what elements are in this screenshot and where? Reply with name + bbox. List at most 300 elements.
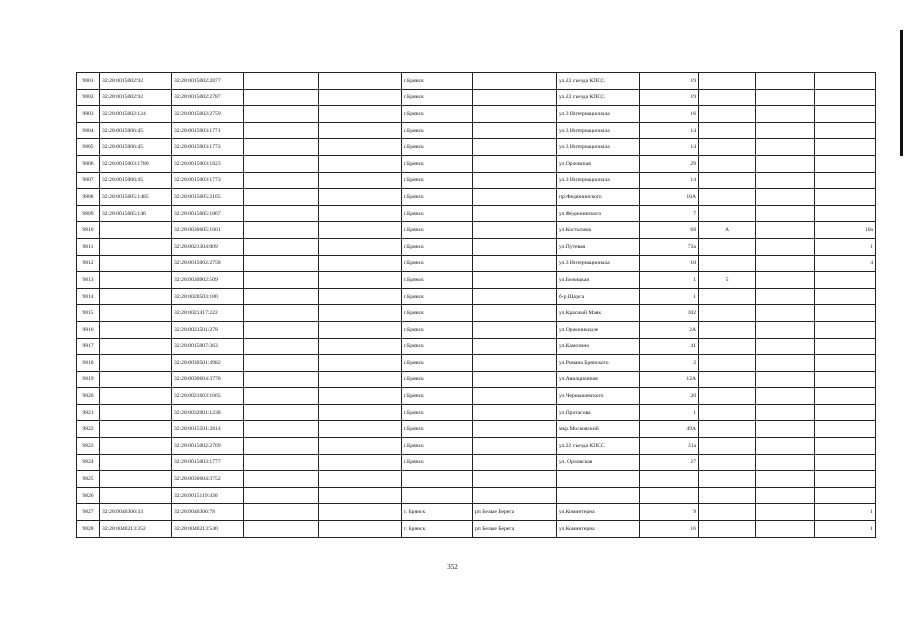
table-row <box>77 338 876 355</box>
cell-column-empty-a <box>244 205 319 222</box>
cell-column-extra <box>756 321 815 338</box>
cell-cadastral-object: 32:28:0021603:1665 <box>172 388 244 405</box>
cell-building-letter <box>699 454 756 471</box>
cell-settlement <box>473 122 557 139</box>
cell-settlement <box>473 238 557 255</box>
cell-column-empty-b <box>319 504 402 521</box>
cell-row-number: 9824 <box>77 454 100 471</box>
cell-street <box>557 471 640 488</box>
cell-apartment <box>815 305 876 322</box>
page-edge-mark <box>900 30 903 156</box>
cell-cadastral-object: 32:28:0015002:2769 <box>172 438 244 455</box>
cell-building-letter <box>699 471 756 488</box>
cell-row-number: 9823 <box>77 438 100 455</box>
cell-apartment <box>815 172 876 189</box>
cell-cadastral-parcel: 32:28:0015006:45 <box>100 122 172 139</box>
cell-city: г.Брянск <box>402 288 473 305</box>
cell-building-letter <box>699 106 756 123</box>
cell-building-letter <box>699 205 756 222</box>
cell-city: г.Брянск <box>402 454 473 471</box>
cell-column-extra <box>756 471 815 488</box>
cell-column-empty-b <box>319 272 402 289</box>
cell-city: г. Брянск <box>402 521 473 538</box>
cell-house-number: 19 <box>640 89 699 106</box>
cell-settlement <box>473 471 557 488</box>
cell-row-number: 9813 <box>77 272 100 289</box>
cell-city: г.Брянск <box>402 355 473 372</box>
table-row <box>77 189 876 206</box>
cell-city: г.Брянск <box>402 172 473 189</box>
cell-house-number: 19 <box>640 73 699 90</box>
cell-column-empty-a <box>244 89 319 106</box>
cell-column-empty-a <box>244 288 319 305</box>
cell-building-letter <box>699 504 756 521</box>
cell-cadastral-object: 32:28:0021417:222 <box>172 305 244 322</box>
cell-settlement <box>473 355 557 372</box>
table-row <box>77 272 876 289</box>
cell-column-empty-b <box>319 421 402 438</box>
cell-cadastral-object: 32:28:0020503:180 <box>172 288 244 305</box>
cell-city: г.Брянск <box>402 388 473 405</box>
cell-column-extra <box>756 487 815 504</box>
cell-house-number: 20 <box>640 388 699 405</box>
cell-building-letter <box>699 255 756 272</box>
cell-building-letter <box>699 487 756 504</box>
table-row <box>77 288 876 305</box>
table-row <box>77 305 876 322</box>
cell-cadastral-parcel <box>100 454 172 471</box>
cell-column-extra <box>756 139 815 156</box>
cell-cadastral-parcel <box>100 305 172 322</box>
table-row <box>77 89 876 106</box>
cell-column-extra <box>756 122 815 139</box>
cell-city: г.Брянск <box>402 155 473 172</box>
cell-column-empty-a <box>244 421 319 438</box>
cell-street: ул.3 Интернационала <box>557 139 640 156</box>
cell-column-empty-a <box>244 321 319 338</box>
cell-cadastral-parcel <box>100 355 172 372</box>
cell-settlement <box>473 421 557 438</box>
cell-apartment <box>815 454 876 471</box>
cell-cadastral-parcel: 32:28:0015005:1485 <box>100 189 172 206</box>
cell-cadastral-object: 32:28:0023501:278 <box>172 321 244 338</box>
cell-house-number: 1 <box>640 272 699 289</box>
cell-settlement <box>473 288 557 305</box>
cell-city: г.Брянск <box>402 205 473 222</box>
cell-cadastral-object: 32:28:0015003:1771 <box>172 122 244 139</box>
cell-city: г.Брянск <box>402 255 473 272</box>
cell-building-letter <box>699 371 756 388</box>
cell-apartment: 1 <box>815 238 876 255</box>
cell-street: б-р.Щорса <box>557 288 640 305</box>
cell-row-number: 9809 <box>77 205 100 222</box>
cell-column-empty-a <box>244 222 319 239</box>
cell-column-empty-b <box>319 106 402 123</box>
cell-column-extra <box>756 89 815 106</box>
cell-house-number: 12А <box>640 371 699 388</box>
cell-building-letter <box>699 388 756 405</box>
cell-column-extra <box>756 421 815 438</box>
cell-building-letter <box>699 238 756 255</box>
cell-apartment <box>815 404 876 421</box>
cell-column-empty-b <box>319 288 402 305</box>
cell-cadastral-parcel <box>100 487 172 504</box>
cell-column-empty-a <box>244 355 319 372</box>
cell-cadastral-parcel <box>100 438 172 455</box>
cell-settlement <box>473 388 557 405</box>
cell-cadastral-object: 32:28:0015002:2759 <box>172 106 244 123</box>
cell-street: ул.Чернышевского <box>557 388 640 405</box>
cell-column-empty-a <box>244 272 319 289</box>
cell-column-empty-b <box>319 73 402 90</box>
cell-apartment: 1 <box>815 504 876 521</box>
cell-street: ул.Коминтерна <box>557 504 640 521</box>
cell-building-letter <box>699 122 756 139</box>
cell-row-number: 9820 <box>77 388 100 405</box>
cell-building-letter <box>699 321 756 338</box>
cell-column-empty-b <box>319 404 402 421</box>
cell-row-number: 9803 <box>77 106 100 123</box>
cell-house-number: 68 <box>640 222 699 239</box>
cell-column-empty-a <box>244 438 319 455</box>
cell-settlement <box>473 338 557 355</box>
cell-city: г.Брянск <box>402 73 473 90</box>
cell-house-number: 1 <box>640 404 699 421</box>
cell-cadastral-object: 32:28:0015119:430 <box>172 487 244 504</box>
cell-column-empty-a <box>244 255 319 272</box>
cell-settlement <box>473 255 557 272</box>
cell-building-letter: 5 <box>699 272 756 289</box>
cell-column-empty-b <box>319 122 402 139</box>
cell-street: ул.Путевая <box>557 238 640 255</box>
table-row <box>77 106 876 123</box>
cell-street: ул.22 съезда КПСС <box>557 89 640 106</box>
cell-column-extra <box>756 504 815 521</box>
table-row <box>77 404 876 421</box>
cell-apartment <box>815 73 876 90</box>
cell-column-extra <box>756 355 815 372</box>
cell-column-extra <box>756 155 815 172</box>
cell-cadastral-object: 32:28:0040213:540 <box>172 521 244 538</box>
cell-column-empty-b <box>319 189 402 206</box>
table-row <box>77 388 876 405</box>
cell-column-empty-a <box>244 172 319 189</box>
cell-column-empty-a <box>244 238 319 255</box>
cell-apartment <box>815 155 876 172</box>
cell-house-number: 16 <box>640 521 699 538</box>
cell-cadastral-parcel <box>100 371 172 388</box>
cell-apartment <box>815 355 876 372</box>
cell-row-number: 9801 <box>77 73 100 90</box>
cell-row-number: 9822 <box>77 421 100 438</box>
cell-cadastral-object: 32:28:0032001:1238 <box>172 404 244 421</box>
cell-column-empty-b <box>319 355 402 372</box>
cell-row-number: 9811 <box>77 238 100 255</box>
cell-cadastral-parcel <box>100 321 172 338</box>
cell-column-empty-b <box>319 338 402 355</box>
cell-cadastral-object: 32:28:0030604:3778 <box>172 371 244 388</box>
cell-building-letter <box>699 521 756 538</box>
cell-apartment <box>815 438 876 455</box>
table-row <box>77 222 876 239</box>
cell-apartment <box>815 122 876 139</box>
cell-cadastral-object: 32:28:0030902:509 <box>172 272 244 289</box>
cell-house-number: 10А <box>640 189 699 206</box>
cell-street: ул.Федюнинского <box>557 205 640 222</box>
cell-city: г.Брянск <box>402 321 473 338</box>
cell-column-empty-a <box>244 155 319 172</box>
cell-settlement <box>473 438 557 455</box>
cell-city: г.Брянск <box>402 222 473 239</box>
cell-apartment: 10а <box>815 222 876 239</box>
cell-house-number <box>640 487 699 504</box>
cell-column-extra <box>756 189 815 206</box>
cell-house-number: 72а <box>640 238 699 255</box>
cell-street: ул.Протасова <box>557 404 640 421</box>
cell-column-empty-b <box>319 205 402 222</box>
cell-street: ул.22 съезда КПСС <box>557 438 640 455</box>
cell-cadastral-object: 32:28:0015003:1773 <box>172 172 244 189</box>
cell-street: ул.Бежицкая <box>557 272 640 289</box>
cell-column-extra <box>756 371 815 388</box>
cell-cadastral-parcel <box>100 255 172 272</box>
cell-row-number: 9821 <box>77 404 100 421</box>
cell-column-empty-a <box>244 521 319 538</box>
cell-cadastral-object: 32:28:0015003:1823 <box>172 155 244 172</box>
table-row <box>77 172 876 189</box>
cell-row-number: 9828 <box>77 521 100 538</box>
table-row <box>77 139 876 156</box>
cell-building-letter <box>699 288 756 305</box>
cell-street: ул.3 Интернационала <box>557 172 640 189</box>
table-row <box>77 355 876 372</box>
cell-city <box>402 471 473 488</box>
cell-apartment <box>815 338 876 355</box>
cell-street: ул.Камозина <box>557 338 640 355</box>
cell-row-number: 9814 <box>77 288 100 305</box>
cell-column-empty-b <box>319 371 402 388</box>
cell-house-number: 14 <box>640 172 699 189</box>
cell-cadastral-parcel <box>100 288 172 305</box>
cell-apartment <box>815 288 876 305</box>
cell-house-number: 2 <box>640 355 699 372</box>
cell-row-number: 9825 <box>77 471 100 488</box>
cell-column-empty-a <box>244 404 319 421</box>
table-row <box>77 155 876 172</box>
cell-house-number: 9 <box>640 504 699 521</box>
cell-street: ул.22 съезда КПСС <box>557 73 640 90</box>
cell-settlement <box>473 222 557 239</box>
cell-cadastral-object: 32:28:0015005:2165 <box>172 189 244 206</box>
cell-settlement <box>473 189 557 206</box>
cell-column-extra <box>756 73 815 90</box>
cell-building-letter: А <box>699 222 756 239</box>
table-row <box>77 438 876 455</box>
cell-cadastral-parcel <box>100 404 172 421</box>
cell-column-empty-a <box>244 305 319 322</box>
cell-city: г.Брянск <box>402 89 473 106</box>
cell-apartment <box>815 189 876 206</box>
cell-street: ул.Коминтерна <box>557 521 640 538</box>
cell-column-empty-a <box>244 106 319 123</box>
cell-building-letter <box>699 338 756 355</box>
cell-street: ул.Красный Маяк <box>557 305 640 322</box>
cell-column-empty-a <box>244 139 319 156</box>
cell-column-empty-b <box>319 521 402 538</box>
cell-cadastral-parcel <box>100 471 172 488</box>
cell-apartment <box>815 471 876 488</box>
cell-building-letter <box>699 438 756 455</box>
cell-column-empty-a <box>244 122 319 139</box>
cell-column-empty-a <box>244 487 319 504</box>
cell-column-empty-a <box>244 189 319 206</box>
table-body <box>77 73 876 538</box>
cell-row-number: 9808 <box>77 189 100 206</box>
cell-house-number: 49А <box>640 421 699 438</box>
cell-city <box>402 487 473 504</box>
cell-row-number: 9818 <box>77 355 100 372</box>
cell-house-number: 27 <box>640 454 699 471</box>
cell-cadastral-parcel: 32:28:0015006:45 <box>100 139 172 156</box>
cell-house-number <box>640 471 699 488</box>
cell-column-empty-a <box>244 388 319 405</box>
cell-cadastral-parcel: 32:28:0015005:146 <box>100 205 172 222</box>
cell-row-number: 9816 <box>77 321 100 338</box>
cell-street <box>557 487 640 504</box>
cell-city: г.Брянск <box>402 338 473 355</box>
cell-cadastral-parcel <box>100 421 172 438</box>
cell-column-extra <box>756 205 815 222</box>
cell-column-empty-a <box>244 504 319 521</box>
cell-column-extra <box>756 305 815 322</box>
cell-column-empty-b <box>319 222 402 239</box>
cell-column-extra <box>756 272 815 289</box>
cell-street: ул.Орловская <box>557 155 640 172</box>
cell-apartment <box>815 89 876 106</box>
table-row <box>77 504 876 521</box>
cell-settlement <box>473 139 557 156</box>
cell-cadastral-object: 32:28:0030604:3752 <box>172 471 244 488</box>
cell-column-empty-b <box>319 255 402 272</box>
cell-column-extra <box>756 521 815 538</box>
cell-column-empty-a <box>244 371 319 388</box>
cell-settlement <box>473 404 557 421</box>
cell-row-number: 9817 <box>77 338 100 355</box>
cell-building-letter <box>699 155 756 172</box>
cell-row-number: 9826 <box>77 487 100 504</box>
cell-cadastral-object: 32:28:0015005:1867 <box>172 205 244 222</box>
cell-column-empty-b <box>319 454 402 471</box>
cell-settlement <box>473 321 557 338</box>
cell-apartment <box>815 106 876 123</box>
cell-street: ул.3 Интернационала <box>557 122 640 139</box>
cell-column-extra <box>756 238 815 255</box>
cell-cadastral-parcel: 32:28:0015002:124 <box>100 106 172 123</box>
cell-house-number: 14 <box>640 139 699 156</box>
cell-city: г.Брянск <box>402 371 473 388</box>
registry-table <box>76 72 876 538</box>
cell-city: г.Брянск <box>402 305 473 322</box>
cell-cadastral-parcel: 32:28:0015002:92 <box>100 73 172 90</box>
cell-cadastral-object: 32:28:0021304:809 <box>172 238 244 255</box>
cell-street: ул.Авиационная <box>557 371 640 388</box>
cell-street: ул.Оржоникидзе <box>557 321 640 338</box>
cell-house-number: 1 <box>640 288 699 305</box>
cell-apartment <box>815 487 876 504</box>
cell-building-letter <box>699 305 756 322</box>
table-row <box>77 521 876 538</box>
cell-city: г.Брянск <box>402 272 473 289</box>
cell-house-number: 10 <box>640 255 699 272</box>
cell-cadastral-object: 32:28:0015003:1777 <box>172 454 244 471</box>
page-number: 352 <box>447 563 458 571</box>
cell-city: г.Брянск <box>402 106 473 123</box>
cell-row-number: 9805 <box>77 139 100 156</box>
cell-row-number: 9804 <box>77 122 100 139</box>
cell-cadastral-object: 32:28:0015003:1772 <box>172 139 244 156</box>
table-row <box>77 73 876 90</box>
cell-house-number: 29 <box>640 155 699 172</box>
cell-column-empty-a <box>244 338 319 355</box>
cell-cadastral-object: 32:28:0015501:2814 <box>172 421 244 438</box>
cell-column-extra <box>756 106 815 123</box>
cell-column-extra <box>756 338 815 355</box>
cell-cadastral-object: 32:28:0015007:363 <box>172 338 244 355</box>
cell-street: ул.Костычева <box>557 222 640 239</box>
cell-column-empty-b <box>319 238 402 255</box>
cell-settlement <box>473 272 557 289</box>
table-row <box>77 238 876 255</box>
cell-cadastral-parcel <box>100 338 172 355</box>
cell-settlement: рп Белые Берега <box>473 504 557 521</box>
cell-cadastral-parcel <box>100 222 172 239</box>
cell-city: г.Брянск <box>402 238 473 255</box>
cell-settlement: рп Белые Берега <box>473 521 557 538</box>
cell-column-empty-b <box>319 305 402 322</box>
cell-cadastral-parcel: 32:28:0015002:92 <box>100 89 172 106</box>
table-row <box>77 122 876 139</box>
cell-city: г.Брянск <box>402 421 473 438</box>
cell-column-empty-a <box>244 471 319 488</box>
cell-building-letter <box>699 421 756 438</box>
cell-street: ул.Романа Брянского <box>557 355 640 372</box>
cell-settlement <box>473 172 557 189</box>
cell-column-empty-a <box>244 73 319 90</box>
cell-building-letter <box>699 404 756 421</box>
cell-column-extra <box>756 172 815 189</box>
cell-building-letter <box>699 89 756 106</box>
cell-column-empty-b <box>319 89 402 106</box>
cell-settlement <box>473 487 557 504</box>
cell-column-empty-a <box>244 454 319 471</box>
cell-city: г.Брянск <box>402 438 473 455</box>
table-row <box>77 471 876 488</box>
cell-city: г. Брянск <box>402 504 473 521</box>
cell-row-number: 9802 <box>77 89 100 106</box>
cell-column-empty-b <box>319 471 402 488</box>
cell-column-empty-b <box>319 155 402 172</box>
cell-house-number: 41 <box>640 338 699 355</box>
table-row <box>77 454 876 471</box>
cell-settlement <box>473 371 557 388</box>
cell-building-letter <box>699 189 756 206</box>
cell-street: ул.3 Интернационала <box>557 106 640 123</box>
cell-column-extra <box>756 288 815 305</box>
cell-row-number: 9812 <box>77 255 100 272</box>
cell-column-empty-b <box>319 321 402 338</box>
cell-apartment <box>815 272 876 289</box>
cell-column-extra <box>756 404 815 421</box>
